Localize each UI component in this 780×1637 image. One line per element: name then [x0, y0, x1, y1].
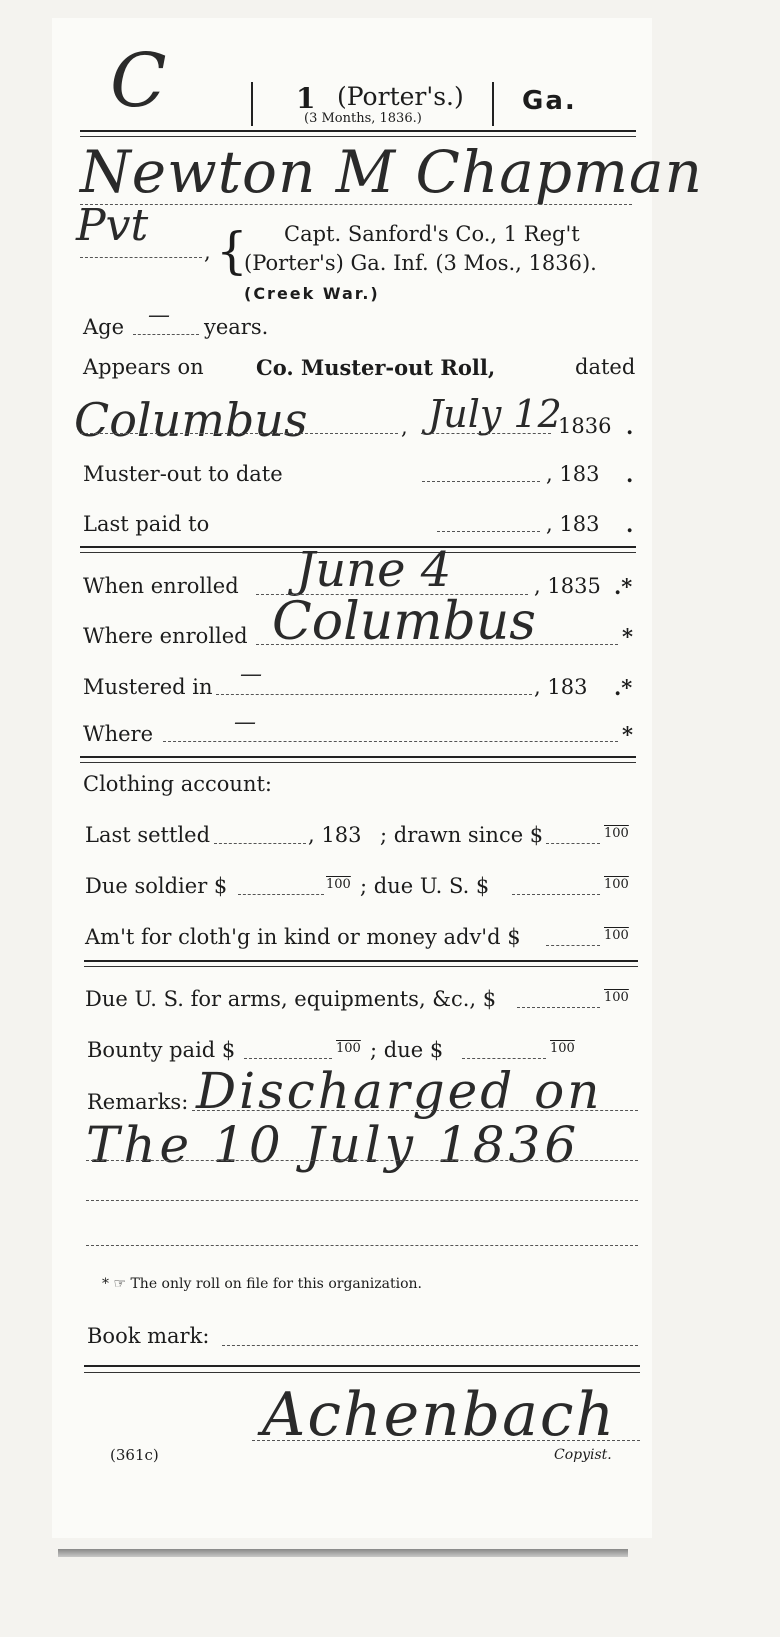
arms-cents: 100: [604, 990, 629, 1005]
remarks-label: Remarks:: [87, 1090, 189, 1114]
where-line: [163, 741, 618, 742]
bounty-due-label: ; due $: [370, 1038, 444, 1062]
mustered-in-year-value: 183: [547, 675, 588, 699]
header-divider-left: [251, 82, 253, 126]
roll-type: Co. Muster-out Roll,: [256, 355, 496, 380]
where-value: —: [234, 710, 256, 735]
roll-place-line: [80, 433, 398, 434]
footnote: [102, 1276, 422, 1292]
due-us-line: [512, 894, 600, 895]
dated-label: dated: [575, 355, 636, 379]
roll-year: 1836: [558, 414, 612, 438]
roll-date-line: [421, 433, 551, 434]
rank-line: [80, 257, 202, 258]
section-rule-2a: [80, 756, 636, 758]
remarks-line-1: Discharged on: [196, 1062, 603, 1120]
war-name: (Creek War.): [244, 284, 380, 303]
arms-line: [517, 1007, 600, 1008]
when-enrolled-label: When enrolled: [83, 574, 239, 598]
company-initial: C: [110, 38, 167, 124]
unit-line-2: (Porter's) Ga. Inf. (3 Mos., 1836).: [244, 251, 597, 275]
remarks-rule-4: [86, 1245, 638, 1246]
last-settled-year: , 183: [308, 823, 362, 847]
bounty-due-cents: 100: [550, 1041, 575, 1056]
where-enrolled-value: Columbus: [272, 592, 536, 652]
remarks-rule-1: [192, 1110, 638, 1111]
footer-rule-a: [84, 1365, 640, 1367]
regiment-name: (Porter's.): [337, 82, 464, 111]
card-edge-shadow: [58, 1549, 628, 1557]
header-rule-2: [80, 136, 636, 137]
due-us-label: ; due U. S. $: [360, 874, 490, 898]
last-paid-year: , 183: [546, 512, 600, 536]
cloth-amount-cents: 100: [604, 928, 629, 943]
service-term: (3 Months, 1836.): [304, 111, 422, 126]
mustered-in-line: [216, 694, 532, 695]
due-us-cents: 100: [604, 877, 629, 892]
drawn-since-label: ; drawn since $: [380, 823, 544, 847]
remarks-line-2: The 10 July 1836: [86, 1116, 581, 1174]
bounty-label: Bounty paid $: [87, 1038, 236, 1062]
mustered-in-star: .*: [614, 675, 633, 700]
muster-out-period: .: [626, 462, 634, 487]
copyist-label: Copyist.: [554, 1447, 612, 1463]
where-enrolled-star: *: [622, 624, 633, 649]
appears-label: Appears on: [83, 355, 204, 379]
remarks-rule-2: [86, 1160, 638, 1161]
mustered-in-value: —: [240, 662, 262, 687]
header-rule-1: [80, 130, 636, 132]
last-paid-period: .: [626, 512, 634, 537]
age-line: [133, 334, 199, 335]
header-divider-right: [492, 82, 494, 126]
bookmark-line: [222, 1345, 638, 1346]
drawn-since-cents: 100: [604, 826, 629, 841]
roll-comma: ,: [401, 415, 408, 439]
roll-place: Columbus: [74, 393, 308, 447]
muster-out-line: [422, 481, 540, 482]
when-enrolled-year-value: 1835: [547, 574, 601, 598]
mustered-in-label: Mustered in: [83, 675, 213, 699]
drawn-since-line: [546, 843, 600, 844]
clothing-heading: Clothing account:: [83, 772, 272, 796]
state-code: Ga.: [522, 86, 577, 116]
due-soldier-cents: 100: [326, 877, 351, 892]
last-paid-label: Last paid to: [83, 512, 210, 536]
cloth-amount-line: [546, 945, 600, 946]
muster-out-label: Muster-out to date: [83, 462, 283, 486]
cloth-amount-label: Am't for cloth'g in kind or money adv'd $: [85, 925, 521, 949]
pointing-hand-icon: ☞: [113, 1276, 127, 1292]
section-rule-2b: [80, 762, 636, 763]
age-label: Age: [83, 315, 125, 339]
remarks-rule-3: [86, 1200, 638, 1201]
last-settled-label: Last settled: [85, 823, 211, 847]
form-number: (361c): [110, 1446, 159, 1464]
due-soldier-line: [238, 894, 324, 895]
last-paid-year-value: 183: [559, 512, 600, 536]
soldier-name: Newton M Chapman: [80, 138, 703, 206]
regiment-number: 1: [296, 82, 316, 115]
last-paid-line: [437, 531, 540, 532]
last-settled-year-value: 183: [321, 823, 362, 847]
brace: {: [216, 222, 248, 280]
unit-line-1: Capt. Sanford's Co., 1 Reg't: [284, 222, 580, 246]
roll-date: July 12: [428, 392, 562, 436]
bounty-due-line: [462, 1058, 546, 1059]
when-enrolled-value: June 4: [296, 542, 452, 598]
when-enrolled-star: .*: [614, 574, 633, 599]
arms-label: Due U. S. for arms, equipments, &c., $: [85, 987, 497, 1011]
soldier-rank: Pvt: [76, 200, 149, 251]
muster-out-year-value: 183: [559, 462, 600, 486]
rank-comma: ,: [204, 240, 211, 264]
roll-period: .: [626, 414, 634, 439]
bounty-cents: 100: [336, 1041, 361, 1056]
footnote-star: *: [102, 1276, 109, 1292]
age-suffix: years.: [204, 315, 269, 339]
section-rule-3b: [84, 966, 638, 967]
bookmark-label: Book mark:: [87, 1324, 210, 1348]
muster-out-year: , 183: [546, 462, 600, 486]
where-enrolled-label: Where enrolled: [83, 624, 248, 648]
footer-rule-b: [84, 1372, 640, 1373]
footnote-text: The only roll on file for this organization.: [130, 1276, 422, 1292]
where-enrolled-line: [256, 644, 618, 645]
copyist-signature: Achenbach: [262, 1380, 617, 1450]
age-value: —: [148, 303, 170, 328]
section-rule-3a: [84, 960, 638, 962]
due-soldier-label: Due soldier $: [85, 874, 228, 898]
where-label: Where: [83, 722, 154, 746]
where-star: *: [622, 722, 633, 747]
bounty-line: [244, 1058, 332, 1059]
mustered-in-year: , 183: [534, 675, 588, 699]
signature-line: [252, 1440, 640, 1441]
name-line: [80, 204, 632, 205]
when-enrolled-year: , 1835: [534, 574, 601, 598]
last-settled-line: [214, 843, 306, 844]
